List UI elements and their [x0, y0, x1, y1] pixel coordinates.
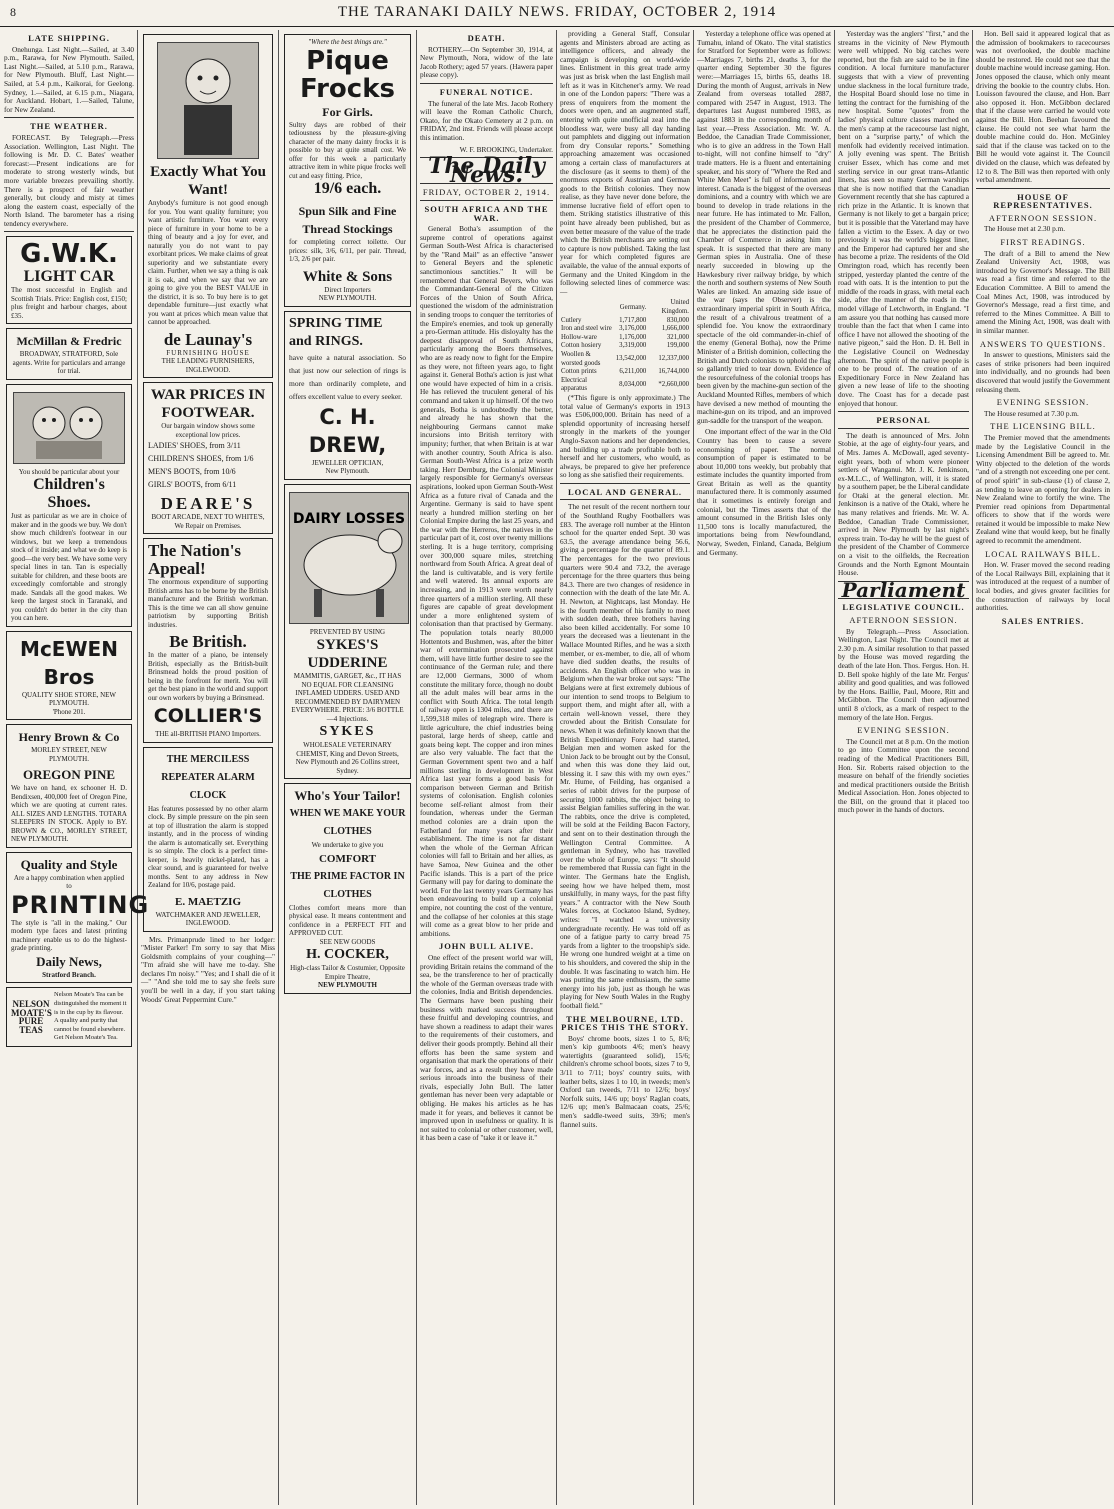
table-cell: 1,717,800 — [619, 316, 647, 324]
column-rule — [278, 30, 279, 1505]
railways-text: Hon. W. Fraser moved the second reading of the Local Railways Bill, explaining that it was introduced at the request of a number of local bodies, and gives greater facilities for the construction of railways by local authorities. — [976, 560, 1110, 613]
table-cell: Iron and steel wire — [561, 325, 612, 333]
table-cell: Cotton hosiery — [561, 342, 602, 350]
mcewen-advert — [6, 631, 132, 721]
trade-text-1: providing a General Staff, Consular agents and Ministers abroad are acting as intelligence officers, and already the campaign is developing on world-wide lines. Enlistment in this great trade army was just as brisk when the last English mail left as it was in Kitchener's army. We read in one of the London papers: "There was a press of enquirers from the moment the doors were open, and an augmented staff, entering with quite unofficial zeal into the bloodless war, were busy all day handing out pamphlets and digging out information from dry Consular reports." Something approaching amazement was occasioned among a certain class of manufacturers at the disclosure (as it seems to them) of the enormous exports of Austrian and German goods to the British colonies. They now realise, as they have never done before, the immense lucrative field of effort open to them. Striking statistics illustrative of this point have already been published, but as even better measure of the value of the trade which the British merchants are setting out to capture is now published. Taking the last year for which completed figures are available, the value of the annual exports of Germany and the United Kingdom in the following selected lines of commerce was:— — [560, 29, 690, 296]
tailor-advert — [284, 783, 411, 994]
house-text: The House met at 2.30 p.m. — [984, 224, 1066, 234]
mcewen-sub: QUALITY SHOE STORE, NEW PLYMOUTH. — [21, 690, 117, 708]
answers-heading: ANSWERS TO QUESTIONS. — [979, 338, 1107, 349]
melbourne-text: Boys' chrome boots, sizes 1 to 5, 8/6; men's kip gumboots 4/6; men's heavy watertights (guaranteed solid), 15/6; children's chrome school boots, sizes 7 to 9, 3/11 to 7/11; boys' country suits, with leather belts, sizes 1 to 10, in tweeds; men's Oxford tan tweeds, 7/11 to 12/6; boys' Norfolk suits, 14/6 up; boys' Raglan coats, 12/6 up; men's Balmacaan coats, 25/6; men's saddle-tweed suits, 39/6; men's flannel suits. — [560, 1033, 690, 1129]
merciless-title: THE MERCILESS REPEATER ALARM CLOCK — [161, 753, 255, 801]
column-6 — [697, 30, 831, 1505]
weather-text: FORECAST. By Telegraph.—Press Association. Wellington, Last Night. The following is Mr. D. C. Bates' weather forecast:—Present indications are for moderate to strong westerly winds, but more variable breezes prevailing shortly. There is a prospect of fair weather generally, but cloudy and misty at times along the eastern coast, especially of the North Island. The barometer has a rising tendency everywhere. — [4, 132, 134, 228]
nations-title: The Nation's Appeal! — [148, 541, 242, 578]
table-cell: 1,176,000 — [619, 333, 647, 341]
john-bull-text: One effect of the present world war will, providing Britain retains the command of the sea, be the transference to her of practically the whole of the German overseas trade with the colonies, India and British dependencies. The Germans have been pushing their business with marked success throughout these fruitful and developing countries, and have shown a readiness to adapt their wares to the requirements of their customers, and deliver their goods promptly. Behind all their efforts has been the same system and organisation that mark the operations of their war forces, and as a result they have made serious inroads into the business of their rivals, especially John Bull. The latter gentleman has never been very adaptable or obliging. He makes his articles as he has made it for years, and believes it cannot be improved upon in usefulness or quality. It is not suited to colonial or other customer, well, it has been a case of "take it or leave it." — [420, 952, 553, 1143]
table-header — [560, 299, 615, 316]
table-header: United Kingdom. — [661, 299, 689, 315]
children-text: Just as particular as we are in choice of maker and in the goods we buy. We don't show much children's footwear in our windows, but we keep a tremendous stock of it inside; and what we do keep is good—the very best. We have some very special lines in tan. Tan is especially suitable for children, and these boots are exceedingly comfortable and strongly made. Sandals all the good makes. We keep the largest stock in Taranaki, and you couldn't do better in the city than you can here. — [11, 512, 127, 623]
column-7 — [838, 30, 969, 1505]
gwk-subtitle: LIGHT CAR — [23, 268, 115, 286]
maetzig-title: E. MAETZIG — [174, 895, 241, 908]
printing-t2: Are a happy combination when applied to — [13, 873, 125, 891]
council-evening-text: The Council met at 8 p.m. On the motion to go into Committee upon the second reading of the Medical Practitioners Bill, Hon. Sir. Roberts raised objection to the measure on behalf of the friendly societies and medical practitioners outside the British Medical Association. Hon. Jones objected to the Bill, on the ground that it placed too much power in the hands of doctors. — [838, 736, 969, 815]
nelson-title: NELSON MOATE'S PURE TEAS — [11, 999, 52, 1035]
spring-text: have quite a natural association. So that just now our selection of rings is more than ordinarily complete, and offers excellent value to every seeker. — [289, 352, 406, 401]
white-sub2: NEW PLYMOUTH. — [318, 294, 377, 302]
council-continued: Hon. Bell said it appeared logical that as the admission of bookmakers to racecourses was not overlooked, the double machine should be restored. He could not see that the double machine would increase gaming. Hon. Jones opposed the clause, which only meant driving the bookie to the country clubs. Hon. Louisson favoured the clause, and Hon. Barr also opposed it. Hon. McGibbon declared that if the clause were carried he would vote against the Bill. Hon. Beehan favoured the clause. He could not see what harm the double machine could do. Hon. McGinley said that if the clause was tacked on to the Bill he would vote against it. The Council divided on the clause, which was defeated by 12 to 8. The Bill was then reported with only verbal amendment. — [976, 29, 1110, 185]
table-row — [560, 334, 690, 343]
war-price-line: MEN'S BOOTS, from 10/6 — [148, 467, 236, 476]
funeral-heading: FUNERAL NOTICE. — [439, 86, 534, 97]
house-heading: HOUSE OF REPRESENTATIVES. — [993, 191, 1093, 211]
white-title: White & Sons — [302, 268, 393, 285]
table-cell: 321,000 — [666, 333, 689, 341]
column-rule — [834, 30, 835, 1505]
delaunay-title: de Launay's — [163, 329, 253, 349]
pique-title: Pique Frocks — [300, 45, 395, 104]
exactly-title: Exactly What You Want! — [150, 164, 266, 198]
house-afternoon: AFTERNOON SESSION. — [988, 212, 1098, 223]
maetzig-sub: WATCHMAKER AND JEWELLER, INGLEWOOD. — [155, 910, 261, 927]
article-text: General Botha's assumption of the supreme control of operations against German South-West Africa is characterised by the "Rand Mail" as an effective "answer to General Beyers and the splenetic sanctimonious sanctities." It will be remembered that General Beyers, who was the Commandant-General of the Citizen Forces of the Union of South Africa, questioned the wisdom of the administration in sending troops to conquer the territories of the Empire's enemies, and took up generally a pro-German attitude. His disloyalty has the deepest disapproval of South Africans, particularly among the Boers themselves, who are as ready now to fight for the Empire as they were, not fifteen years ago, to fight against it. General Botha's action is just what one would have expected of him in a crisis. He has relieved the truculent general of his command and taken it up himself. Of the two generals, Botha is undoubtedly the better, and already he has shown that the neighbouring Germans cannot make incursions into British territory with impunity; further, that when Britain is at war with another country, South Africa is also. German South-West Africa is a prize worth taking. Herr Dernburg, the Colonial Minister largely responsible for Germany's overseas aspirations, looked upon German South-West Africa as a future rival of Canada and the Argentine. Germany is said to have spent nearly a hundred million sterling on her Colonial Empire during the last 25 years, and the war with the Herreros, the natives in the particular part of it, cost over twenty millions sterling. It is a huge territory, comprising over 300,000 square miles, stretching northward from South Africa. A great deal of the land is cultivatable, and is very fertile and well watered. Its annual exports are increasing, and in 1913 were worth nearly three quarters of a million sterling. All these figures are capable of great development under a more enlightened system of colonisation than that practised by Germany. The population totals nearly 80,000 Hottentots and Bushmen, was, after the bitter war of extermination prosecuted against them, will have little further desire to see the continuance of the German rule; and there are 12,000 Germans, 3000 of whom constitute the military force, though no doubt all the adult males will bear arms in the conflict with South Africa. The total length of railway open is 1304 miles, and there are 1,599,318 miles of telegraph wire. There is little agriculture, the chief industries being pastoral, large herds of sheep, cattle and goats being kept. The copper and iron mines are also very valuable. The fact that the German Government spent two and a half millions sterling in development in West Africa last year forms a good basis for comparison between German and British systems of colonisation. English colonies become self-reliant almost from their foundation, whereas under the German method colonies are a drain upon the Fatherland for many years after their establishment. The time is not far distant when the whole of the German African colonies will fall to Britain and her allies, as have Samoa, New Guinea and the other Pacific islands. This is a part of the price Germany will pay for daring to dominate the world. For the last twenty years Germany has been endeavouring to build up a colonial empire, not counting the cost of the venture, and the collapse of her colonies at this stage will come as a great blow to her pride and ambitions. — [420, 224, 553, 938]
pique-tag: "Where the best things are." — [308, 38, 387, 46]
printing-news: Daily News, — [36, 953, 102, 969]
table-cell: 3,176,000 — [619, 325, 647, 333]
children-caption: You should be particular about your — [18, 467, 120, 476]
table-cell: 1,666,000 — [661, 325, 689, 333]
exports-table — [560, 299, 690, 394]
tailor-text: Clothes comfort means more than physical ease. It means contentment and confidence in a PERFECT FIT and APPROVED CUT. — [289, 903, 406, 937]
licensing-heading: THE LICENSING BILL. — [990, 421, 1096, 432]
printing-big: PRINTING — [11, 890, 150, 919]
tailor-t5: THE PRIME FACTOR IN CLOTHES — [290, 870, 405, 900]
column-5 — [560, 30, 690, 1505]
nelson-advert — [6, 987, 132, 1047]
page-number: 8 — [10, 5, 17, 19]
mcewen-phone: 'Phone 201. — [52, 707, 86, 716]
furniture-advert — [143, 34, 273, 378]
nelson-text: Nelson Moate's Tea can be distinguished the moment it is in the cup by its flavour. A quality and purity that cannot be found elsewhere. Get Nelson Moate's Tea. — [54, 991, 127, 1042]
table-cell: 13,542,000 — [615, 355, 647, 363]
local-text: The net result of the recent northern tour of the Southland Rugby Footballers was £83. The average roll number at the Hinton school for the quarter ended Sept. 30 was 63.5, the average attendance being 56.6, giving a percentage for the quarter of 89.1. The percentages for the two previous quarters were 90.4 and 73.2, the average percentage for the three quarters thus being 84.3. There are two changes of residence in connection with the death of the late Mr. A. H. Newton, at Nightcaps, last Monday. He is the fourth member of his family to meet with sudden death, three brothers having also been killed accidentally. For some 10 years the deceased was a lieutenant in the Wallace Mounted Rifles, and he was a sixth member, or ex-member, to die, all of whom have died sudden deaths, the results of accidents. An English officer who was in Belgium when the war broke out says: "The Belgians were at first extremely dubious of our intention to send troops to Belgium to support them, and might after all, with a certain well-known vessel, there they crowded about the British Consulate for news. When it was definitely known that the British Expeditionary Force had started, Belgian men and women asked for the Union Jack to be brought out by the Consul, and when this was done they laid out, blessing it. I saw this with my own eyes." Mr. Hume, of Feilding, has organised a series of rabbit drives for the purpose of securing 1000 rabbits, the object being to assist Belgian families suffering in the war. The rabbits, once the drive is completed, will be sold at the Feilding Bacon Factory, and sent on to their destination through the Wellington Central Committee. A gentleman in Sydney, who has travelled over the whole of Europe, says: "It should be remembered that Russia can fight in the winter. The Germans hate the English, seeing how we have helped them, most unskilfully, in many ways, for the past fifty years." A contractor with the New South Wales forces, at Cockatoo Island, Sydney, writes: "I watched a university undergraduate recently. He was told off as one of a fatigue party to carry bread 75 yards from a lighter to the troopship's side. He wrong one hundred weight at a time on to his shoulders, and covered the ship in the double. It was fascinating to watch him. He was putting the same enthusiasm, the same energy into his job, just as though he was playing for New South Wales in the Rugby football field." — [560, 502, 690, 1010]
death-text: ROTHERY.—On September 30, 1914, at New Plymouth, Nora, widow of the late Jacob Rothery; aged 57 years. (Hawera paper please copy). — [420, 44, 553, 80]
pique-text: Sultry days are robbed of their tediousness by the pleasure-giving character of the many dainty frocks it is possible to buy at quite small cost. We offer for this week a particularly attractive item in white pique frocks well cut and easy fitting. Price, — [289, 120, 406, 180]
paper-economy-text: One important effect of the war in the Old Country has been to cause a severe economising of paper. The normal consumption of paper is estimated to be about 10,000 tons weekly, but probably that estimate includes the quantity imported from Great Britain as well as the quantity manufactured there. It is commonly assumed that it sometimes is entirely foreign and colonial, but the Times asserts that of the amount consumed in the British Isles only 11,500 tons is locally manufactured, the importations being from Newfoundland, Norway, Sweden, Finland, Canada, Belgium and Germany. — [697, 427, 831, 557]
merciless-text: Has features possessed by no other alarm clock. By simple pressure on the pin seen at top of illustration the alarm is stopped instantly, and in the process of winding the alarm is automatically set. Everything is so simple. The clock is a perfect time-keeper, is heavily nickel-plated, has a clear sound, and is guaranteed for twelve months. Sent to any address in New Zealand for 10/6, postage paid. — [148, 804, 268, 889]
mcmillan-text: BROADWAY, STRATFORD, Sole agents. Write for particulars and arrange for trial. — [12, 350, 126, 376]
war-prices-text: Our bargain window shows some exceptional low prices. — [161, 422, 255, 439]
printing-branch: Stratford Branch. — [42, 970, 96, 979]
oregon-text: We have on hand, ex schooner H. D. Bendixsen, 400,000 feet of Oregon Pine, which we are quoting at current rates. ALL SIZES AND LENGTHS. TOTARA SLEEPERS IN STOCK. Apply to BY. BROWN & CO., MORLEY STREET, NEW PLYMOUTH. — [11, 784, 127, 844]
piano-advert — [143, 538, 273, 743]
trade-text-2: (*This figure is only approximate.) The total value of Germany's exports in 1913 was £506,000,000. Britain has need of a splendid opportunity of increasing herself strongly in the markets of the younger Anglo-Saxon nations and her dependencies, and building up a trade profitable both to herself and her customers, who would, as always, be prepared to give her preference so long as she satisfied their requirements. — [560, 392, 690, 480]
delaunay-sub: FURNISHING HOUSE — [166, 348, 250, 357]
melbourne-heading: THE MELBOURNE, LTD. PRICES THIS THE STORY. — [561, 1013, 689, 1033]
dairy-caption: PREVENTED BY USING — [309, 627, 386, 636]
drew-sub: JEWELLER OPTICIAN, — [311, 458, 384, 467]
table-cell: 830,000 — [666, 316, 689, 324]
henry-brown-advert — [6, 724, 132, 848]
column-1 — [4, 30, 150, 1505]
war-price-line: GIRLS' BOOTS, from 6/11 — [148, 480, 237, 489]
house-evening-text: The House resumed at 7.30 p.m. — [984, 408, 1079, 418]
war-prices-title: WAR PRICES IN FOOTWEAR. — [150, 387, 266, 421]
shipping-text: Onehunga. Last Night.—Sailed, at 3.40 p.m., Rarawa, for New Plymouth. Sailed, Last Night.—Sailed, at 5.10 p.m., Rarawa, for New Plymouth. Bluff, Last Night.—Sailed, at 5.4 p.m., Kaikorai, for Geelong. Sydney, 1.—Sailed, at 6.15 p.m., Niagara, for Auckland. Hobart, 1.—Sailed, Talune, for New Zealand. — [4, 44, 134, 114]
deare-title: DEARE'S — [160, 494, 256, 513]
nations-text: The enormous expenditure of supporting British arms has to be borne by the British manufacturer and the British workman. This is the time we can all show genuine patriotism by supporting British industries. — [148, 578, 268, 629]
newspaper-nameplate: The Daily News. — [428, 153, 545, 188]
stockings-title: Spun Silk and Fine Thread Stockings — [298, 204, 397, 236]
column-4 — [420, 30, 553, 1505]
children-title: Children's Shoes. — [33, 476, 105, 512]
funeral-sign: W. F. BROOKING, Undertaker. — [459, 144, 553, 154]
exactly-text: Anybody's furniture is not good enough for you. You want quality furniture; you want artistic furniture. You want every piece of furniture in your home to be a thing of beauty and a joy for ever, and naturally you do not want to pay exorbitant prices. We make claims of great superiority and we substantiate every claim. Further, when we say a thing is oak it is oak, and when we say that we are going to give you the BEST VALUE in the district, it is so. To buy here is to get dependable furniture—just exactly what you want at prices which mean value that cannot be approached. — [148, 199, 268, 326]
dairy-name2: UDDERINE — [307, 655, 388, 671]
children-illustration — [13, 392, 125, 464]
henry-sub: MORLEY STREET, NEW PLYMOUTH. — [31, 746, 107, 763]
udderine-advert — [284, 484, 411, 780]
delaunay-sub2: THE LEADING FURNISHERS, INGLEWOOD. — [161, 357, 255, 374]
gwk-text: The most successful in English and Scottish Trials. Price: English cost, £150; plus freight and harbour charges, about £35. — [11, 286, 127, 320]
drew-title: C. H. DREW, — [308, 404, 387, 457]
mcmillan-advert — [6, 328, 132, 380]
table-header: Germany. — [619, 303, 647, 311]
deare-sub2: We Repair on Premises. — [174, 521, 242, 530]
war-price-line: CHILDREN'S SHOES, from 1/6 — [148, 454, 254, 463]
peppermint-story: Mrs. Primanprude lined to her lodger: "Mister Parker! I'm sorry to say that Miss Goldsmith complains of your coughing—" "I'm afraid she will have me to-day. She declares I'm noisy." "Yes; and I shall die of it—" "And she told me to say she feels sure you'll be well in a day, if you start taking Woods' Great Peppermint Cure." — [141, 934, 275, 1004]
table-row — [560, 325, 690, 334]
table-row — [560, 342, 690, 351]
pique-sub: For Girls. — [322, 104, 373, 119]
death-heading: DEATH. — [467, 33, 506, 43]
parliament-heading: Parliament — [841, 577, 966, 602]
local-general-heading: LOCAL AND GENERAL. — [567, 486, 683, 497]
printing-advert — [6, 852, 150, 984]
table-cell: Cotton prints — [561, 368, 597, 376]
column-rule — [416, 30, 417, 1505]
baby-icon — [14, 393, 124, 463]
house-evening: EVENING SESSION. — [996, 397, 1090, 408]
table-row — [560, 351, 690, 368]
table-row — [560, 377, 690, 394]
be-british-title: Be British. — [169, 632, 247, 651]
drew-sub2: New Plymouth. — [325, 467, 370, 475]
printing-t1: Quality and Style — [20, 856, 118, 872]
gentleman-icon — [158, 43, 258, 158]
cocker-sub2: NEW PLYMOUTH — [318, 981, 377, 989]
dairy-text: MAMMITIS, GARGET, &c., IT HAS NO EQUAL FOR CLEANSING INFLAMED UDDERS. USED AND RECOMMENDED BY DAIRYMEN EVERYWHERE. PRICE: 3/6 BOTTLE—4 Injections. — [291, 672, 404, 723]
sykes-title: SYKES — [319, 724, 376, 739]
john-bull-heading: JOHN BULL ALIVE. — [438, 941, 535, 952]
table-cell: 16,744,000 — [658, 368, 689, 376]
masthead-title: THE TARANAKI DAILY NEWS. FRIDAY, OCTOBER 2, 1914 — [337, 4, 777, 20]
henry-title: Henry Brown & Co — [18, 730, 120, 745]
cow-illustration — [289, 492, 409, 624]
mcewen-title: McEWEN Bros — [20, 636, 118, 689]
white-sub: Direct Importers — [324, 285, 371, 294]
tailor-t2: WHEN WE MAKE YOUR CLOTHES — [289, 808, 406, 837]
column-rule — [556, 30, 557, 1505]
cocker-sub: High-class Tailor & Costumier, Opposite Empire Theatre, — [290, 964, 405, 981]
table-cell: Woollen & worsted goods — [561, 350, 601, 367]
article-heading: SOUTH AFRICA AND THE WAR. — [424, 203, 549, 223]
readings-text: The draft of a Bill to amend the New Zealand University Act, 1908, was introduced by Governor's Message. The Bill was read a first time and referred to the Education Committee. A Bill to amend the Coal Mines Act, 1908, was introduced by Governor's Message, read a first time, and referred to the Mines Committee. A Bill to amend the Mining Act, 1908, was dealt with in similar manner. — [976, 248, 1110, 335]
column-2 — [141, 30, 275, 1505]
answers-text: In answer to questions, Ministers said the cases of strike prisoners had been inquired into individually, and no grounds had been discovered that would justify the Government releasing them. — [976, 350, 1110, 394]
sales-heading: SALES ENTRIES. — [1001, 615, 1085, 626]
printing-text: The style is "all in the making." Our modern type faces and latest printing machinery enable us to do the highest-grade printing. — [11, 918, 127, 953]
table-cell: Hollow-ware — [561, 333, 597, 341]
funeral-text: The funeral of the late Mrs. Jacob Rothery will leave the Roman Catholic Church, Okato, for the Okato Cemetery at 2 p.m. on FRIDAY, 2nd inst. Friends will please accept this intimation. — [420, 98, 553, 142]
table-cell: 8,034,000 — [619, 381, 647, 389]
rings-advert — [284, 311, 411, 480]
colliers-title: COLLIER'S — [153, 705, 263, 727]
railways-heading: LOCAL RAILWAYS BILL. — [985, 548, 1101, 559]
council-heading: LEGISLATIVE COUNCIL. — [842, 602, 965, 613]
shipping-heading: LATE SHIPPING. — [28, 33, 110, 43]
pique-price: 19/6 each. — [313, 180, 382, 197]
cow-icon — [290, 493, 408, 623]
table-cell: *2,660,000 — [658, 381, 689, 389]
table-cell: 12,337,000 — [658, 355, 689, 363]
column-8 — [976, 30, 1110, 1505]
table-row — [560, 368, 690, 377]
licensing-text: The Premier moved that the amendments made by the Legislative Council in the Licensing Amendment Bill be agreed to. Mr. Witty objected to the deletion of the words "and of a strength not exceeding one per cent. of proof spirit" in sub-clause (1) of clause 2, as tending to leave an opening for dealers in New Zealand wine to fortify the wine. The Premier read opinions from Departmental officers to show that if the words were retained it would be impossible to make New Zealand wine that would keep, but he finally agreed to recommit the amendment. — [976, 432, 1110, 546]
column-rule — [972, 30, 973, 1505]
dateline: FRIDAY, OCTOBER 2, 1914. — [422, 187, 551, 198]
personal-heading: PERSONAL — [876, 415, 931, 426]
pique-frocks-advert — [284, 34, 411, 307]
cocker-title: H. COCKER, — [306, 947, 389, 962]
stockings-text: for completing correct toilette. Our prices: silk, 3/6, 6/11, per pair. Thread, 1/3, 2/6 per pair. — [289, 238, 406, 263]
tailor-t3: We undertake to give you — [311, 841, 384, 849]
spring-title: SPRING TIME and RINGS. — [289, 315, 383, 349]
afternoon-session: AFTERNOON SESSION. — [849, 615, 958, 625]
tailor-see: SEE NEW GOODS — [319, 937, 376, 946]
column-rule — [137, 30, 138, 1505]
children-shoes-advert — [6, 384, 132, 627]
column-rule — [693, 30, 694, 1505]
table-row — [560, 317, 690, 326]
mcmillan-title: McMillan & Fredric — [16, 334, 122, 349]
man-portrait-illustration — [157, 42, 259, 159]
table-cell: Cutlery — [561, 316, 582, 324]
gwk-title: G.W.K. — [20, 239, 118, 270]
dairy-name: SYKES'S — [316, 637, 379, 653]
table-cell: 3,319,000 — [619, 342, 647, 350]
local-text-continued: Yesterday a telephone office was opened at Tumahu, inland of Okato. The vital statistics for Stratford for September were as follows:—Marriages 7, births 21, deaths 3, for the quarter ending September 30 the figures were:—Marriages 15, births 65, deaths 18. During the month of August, arrivals in New Zealand from overseas totalled 2887, compared with 2547 in August, 1913. The departures last August numbered 1983, as against 1883 in the corresponding month of last year.—Press Association. Mr. W. A. Beddoe, the Canadian Trade Commissioner, who is to give an address in the Town Hall to-night, will not confine himself to "dry" trade matters. He is a fluent and entertaining speaker, and his story of "Where the Red and White Men Meet" is full of information and interest. Canada is the biggest of the overseas dominions, and a country with which we are bound to develop in trade relations in the near future. He has intimated to Mr. Fallon, the president of the Chamber of Commerce, that he appreciates the distinction paid the Chamber of Commerce in asking him to speak. It is suspected that there are many German spies in Australia. One of these nearly succeeded in blowing up the Hawkesbury river railway bridge, by which the north and southern systems of New South Wales are linked. An amazing side issue of the war (says the Observer) is the extraordinary imperial spirit in South Africa, the result of a chivalrous treatment of a splendid foe. You know the extraordinary spectacle of the old commander-in-chief of the enemy (General Botha), now the Prime Minister of a British dominion, collecting the British and Dutch colonists to uphold the flag so gallantly tried to tear down. Evidence of the resourcefulness of the colonial troops has been given by the machine-gun section of the Auckland Mounted Rifles, members of which have devised a new method of mounting the machine-gun on its tripod, and an improved gun-saddle for the transport of the weapon. — [697, 29, 831, 425]
gwk-advert — [6, 236, 132, 324]
table-cell: 6,211,000 — [619, 368, 647, 376]
oregon-title: OREGON PINE — [22, 767, 116, 783]
alarm-clock-advert — [143, 747, 273, 932]
dairy-losses-text: DAIRY LOSSES — [292, 510, 406, 527]
readings-heading: FIRST READINGS. — [1000, 237, 1086, 248]
war-price-line: LADIES' SHOES, from 3/11 — [148, 441, 241, 450]
weather-heading: THE WEATHER. — [30, 121, 108, 132]
table-header-row — [560, 299, 690, 316]
personal-text: The death is announced of Mrs. John Stobie, at the age of eighty-four years, and of Mrs. James A. McDowall, aged seventy-eight years, both of whom were pioneer settlers of Wanganui. Mr. J. K. Jenkinson, ex-M.L.C., of Wellington, will, it is stated by a southern paper, be the Liberal candidate for Otaki at the general election. Mr. Jenkinson is a native of the Otaki, where he has many relatives and friends. Mr. W. A. Beddoe, Canadian Trade Commissioner, arrived in New Plymouth by last night's express train. To-day he will be the guest of the president of the Chamber of Commerce on a visit to the oilfields, the Recreation Grounds and the North Egmont Mountain House. — [838, 430, 969, 578]
deare-sub: BOOT ARCADE, NEXT TO WHITE'S, — [151, 513, 265, 521]
table-cell: 199,000 — [666, 342, 689, 350]
evening-session: EVENING SESSION. — [857, 725, 950, 736]
table-cell: Electrical apparatus — [561, 376, 588, 393]
tailor-title: Who's Your Tailor! — [294, 788, 401, 803]
war-prices-advert — [143, 382, 273, 534]
local-text-more: Yesterday was the anglers' "first," and the streams in the vicinity of New Plymouth were well whipped. No big catches were reported, but the fish are said to be in fine condition. A local furniture manufacturer suggests that with a view of preventing undue slackness in the local furniture trade, the Hospital Board should lose no time in letting the contract for the furnishing of the new hospital. Some "quotes" from the ladies' physical culture classes marched on the men's camp at the racecourse last night, bent on a "surprise party," of which the menfolk had evidently received intimation. A jolly evening was spent. The British cruiser Essex, which has come and met sterling service in our great trans-Atlantic liners, has seen so many German warships that she is now notified that the Canadian Government recently that she has captured a rich prize in the Atlantic. It is known that Germany is not likely to get a bargain price; but it is possible that the Vaterland may have fallen a victim to the Essex. A day or two previously it was the world's biggest liner, and the Emperor had captured her and she has become a prize. The residents of the Old Omrington road, which has recently been stripped, yesterday planted the centre of the road with oats. It is the intention to put the middle of the roads in grass, with metal each side, after the manner of the roads in the model village of Letchworth, in England. "I am assure you that nothing has caused more trouble than the fact that when I came into office I have not allowed the shooting of the native pigeon," said the Hon. D. H. Bell in the Legislative Council on Wednesday afternoon. The spirit of the native people is one to be proud of. The creation of an Expeditionary Force in New Zealand has given a new lease of life to the shooting dove. The Coast has for a decade past enjoyed that honour. — [838, 29, 969, 408]
council-text: By Telegraph.—Press Association. Wellington, Last Night. The Council met at 2.30 p.m. A similar resolution to that passed by the House was moved regarding the death of the late Hon. Thos. Fergus. Hon. H. D. Bell spoke highly of the late Mr. Fergus' ability and good qualities, and was followed by the Hons. Baillie, Paul, Moore, Ritt and McGibbon. The Council then adjourned until 8 o'clock, as a mark of respect to the memory of the late Hon. Fergus. — [838, 626, 969, 722]
be-british-text: In the matter of a piano, be intensely British, especially as the British-built Brinsmead holds the proud position of being in the forefront for merit. You will get the best piano in the world and support our own workers by buying a Brinsmead. — [148, 651, 268, 702]
sykes-sub: WHOLESALE VETERINARY CHEMIST, King and Devon Streets, New Plymouth and 26 Collins street, Sydney. — [295, 741, 400, 775]
column-3 — [282, 30, 413, 1505]
tailor-t4: COMFORT — [318, 852, 377, 865]
masthead — [0, 0, 1114, 27]
colliers-sub: THE all-BRITISH PIANO Importers. — [155, 730, 261, 738]
